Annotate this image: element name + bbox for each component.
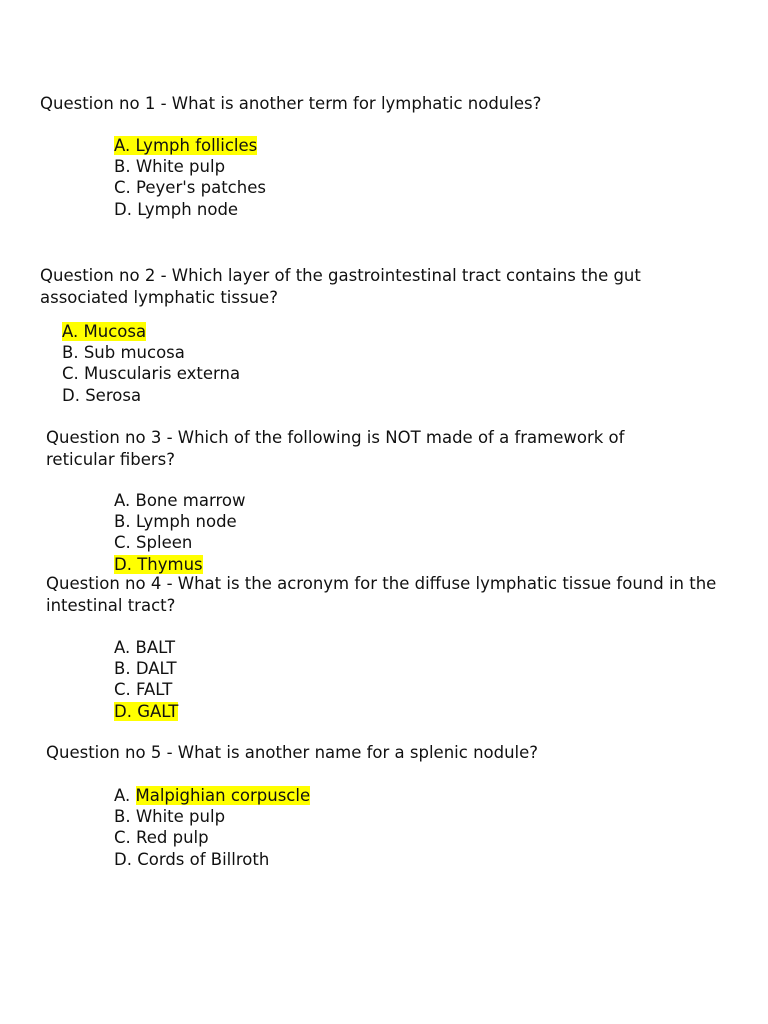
option-5c: C. Red pulp (114, 828, 209, 848)
option-3b: B. Lymph node (114, 512, 237, 532)
question-1-options (114, 135, 266, 220)
question-4: Question no 4 - What is the acronym for the diffuse lymphatic tissue found in the intestinal tract? (46, 574, 717, 615)
option-2b: B. Sub mucosa (62, 343, 185, 363)
option-4b: B. DALT (114, 659, 177, 679)
option-1c: C. Peyer's patches (114, 178, 266, 198)
question-2: Question no 2 - Which layer of the gastrointestinal tract contains the gut associated lymphatic tissue? (40, 266, 641, 307)
option-1a: A. Lymph follicles (114, 136, 258, 155)
question-3-options (114, 490, 245, 575)
option-4a: A. BALT (114, 638, 176, 657)
option-5b: B. White pulp (114, 807, 226, 827)
option-5a: A. Malpighian corpuscle (114, 786, 311, 805)
option-2c: C. Muscularis externa (62, 364, 241, 384)
option-3a: A. Bone marrow (114, 491, 246, 510)
option-5d: D. Cords of Billroth (114, 849, 270, 869)
question-4-options (114, 637, 178, 722)
option-3d: D. Thymus (114, 554, 203, 574)
question-3: Question no 3 - Which of the following is NOT made of a framework of reticular fibers? (46, 428, 625, 469)
question-5-options (114, 785, 310, 870)
option-1b: B. White pulp (114, 157, 226, 177)
question-2-options (62, 321, 240, 406)
option-4c: C. FALT (114, 680, 173, 700)
question-1: Question no 1 - What is another term for lymphatic nodules? (40, 94, 542, 113)
option-2a: A. Mucosa (62, 322, 147, 341)
question-5: Question no 5 - What is another name for a splenic nodule? (46, 743, 539, 762)
option-4d: D. GALT (114, 701, 179, 721)
option-2d: D. Serosa (62, 385, 142, 405)
option-3c: C. Spleen (114, 533, 193, 553)
option-1d: D. Lymph node (114, 199, 239, 219)
